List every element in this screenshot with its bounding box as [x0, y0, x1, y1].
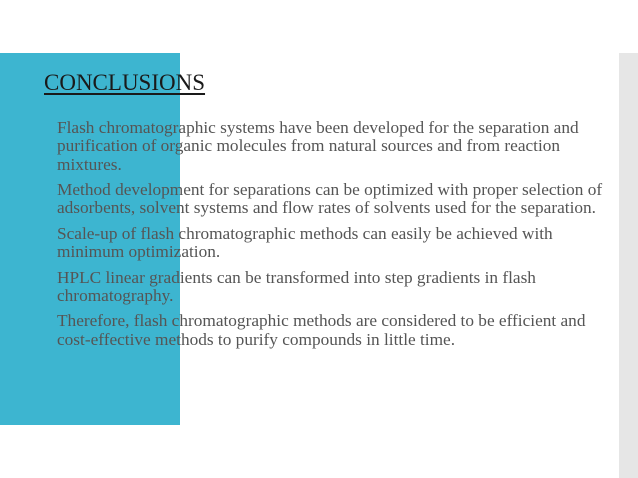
bullet-item: HPLC linear gradients can be transformed into step gradients in flash chromatography.: [57, 267, 536, 305]
bullet-item: Scale-up of flash chromatographic methods can easily be achieved with minimum optimization.: [57, 223, 553, 262]
bullet-item: Method development for separations can be optimized with proper selection of adsorbents, solvent systems and flow rates of solvents used for the separation.: [57, 180, 603, 218]
slide-title: CONCLUSIONS: [44, 70, 206, 95]
bullet-item: Flash chromatographic systems have been developed for the separation and purification of organic molecules from natural sources and from reaction mixtures.: [57, 118, 579, 174]
bullet-item: Therefore, flash chromatographic methods are considered to be efficient and cost-effective methods to purify compounds in little time.: [57, 311, 586, 349]
bullet-list: [57, 119, 605, 356]
right-scroll-bar: [619, 53, 638, 478]
